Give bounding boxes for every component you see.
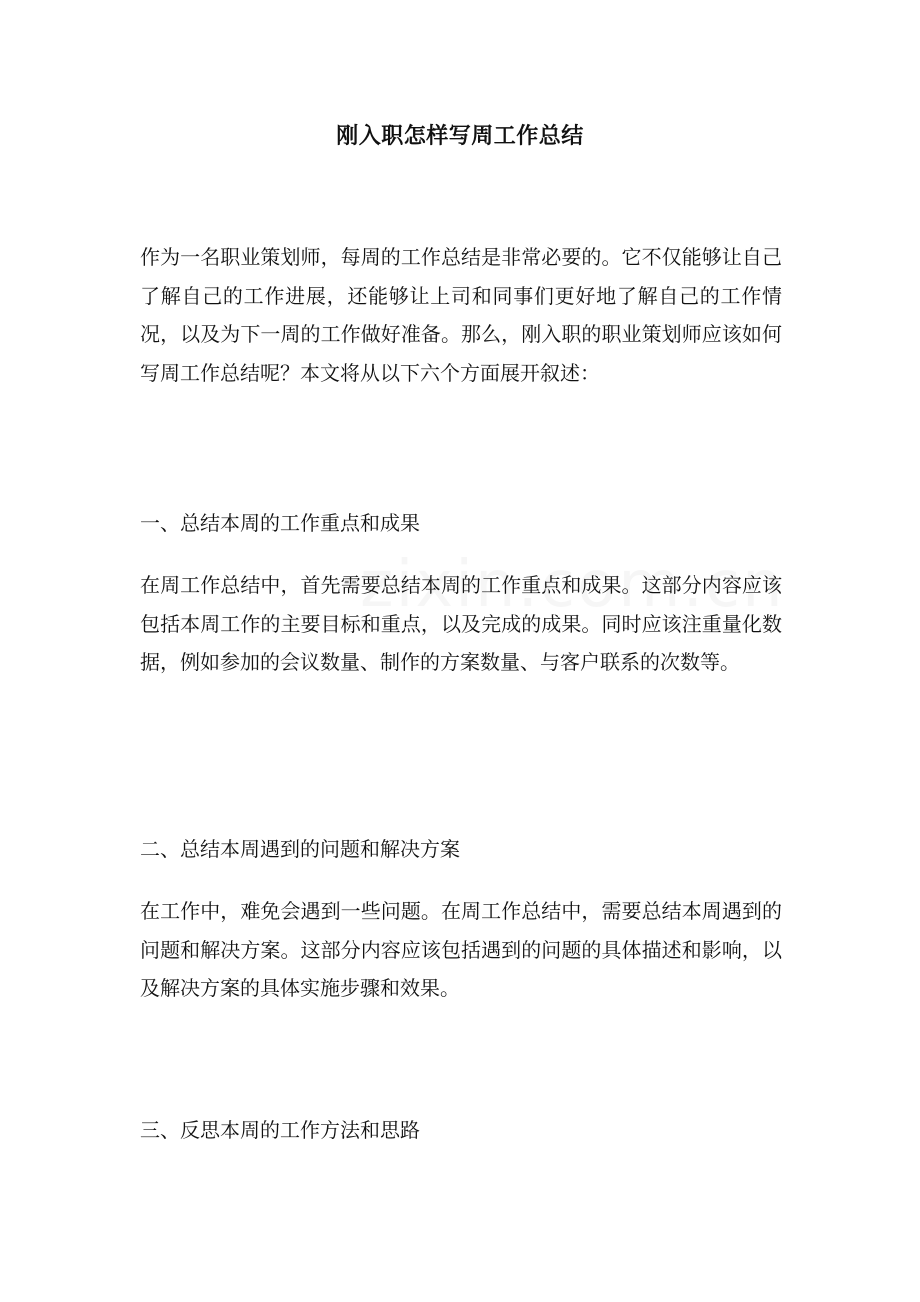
section-heading-2: 二、总结本周遇到的问题和解决方案 <box>140 837 460 861</box>
section-body-1: 在周工作总结中，首先需要总结本周的工作重点和成果。这部分内容应该包括本周工作的主要目标和重点，以及完成的成果。同时应该注重量化数据，例如参加的会议数量、制作的方案数量、与客户联系的次数等。 <box>140 573 782 674</box>
intro-paragraph: 作为一名职业策划师，每周的工作总结是非常必要的。它不仅能够让自己了解自己的工作进展，还能够让上司和同事们更好地了解自己的工作情况，以及为下一周的工作做好准备。那么，刚入职的职业策划师应该如何写周工作总结呢？本文将从以下六个方面展开叙述： <box>140 245 782 385</box>
section-body-2: 在工作中，难免会遇到一些问题。在周工作总结中，需要总结本周遇到的问题和解决方案。这部分内容应该包括遇到的问题的具体描述和影响，以及解决方案的具体实施步骤和效果。 <box>140 899 782 1000</box>
section-heading-3: 三、反思本周的工作方法和思路 <box>140 1118 420 1142</box>
section-heading-1: 一、总结本周的工作重点和成果 <box>140 511 420 535</box>
document-title: 刚入职怎样写周工作总结 <box>336 123 584 149</box>
